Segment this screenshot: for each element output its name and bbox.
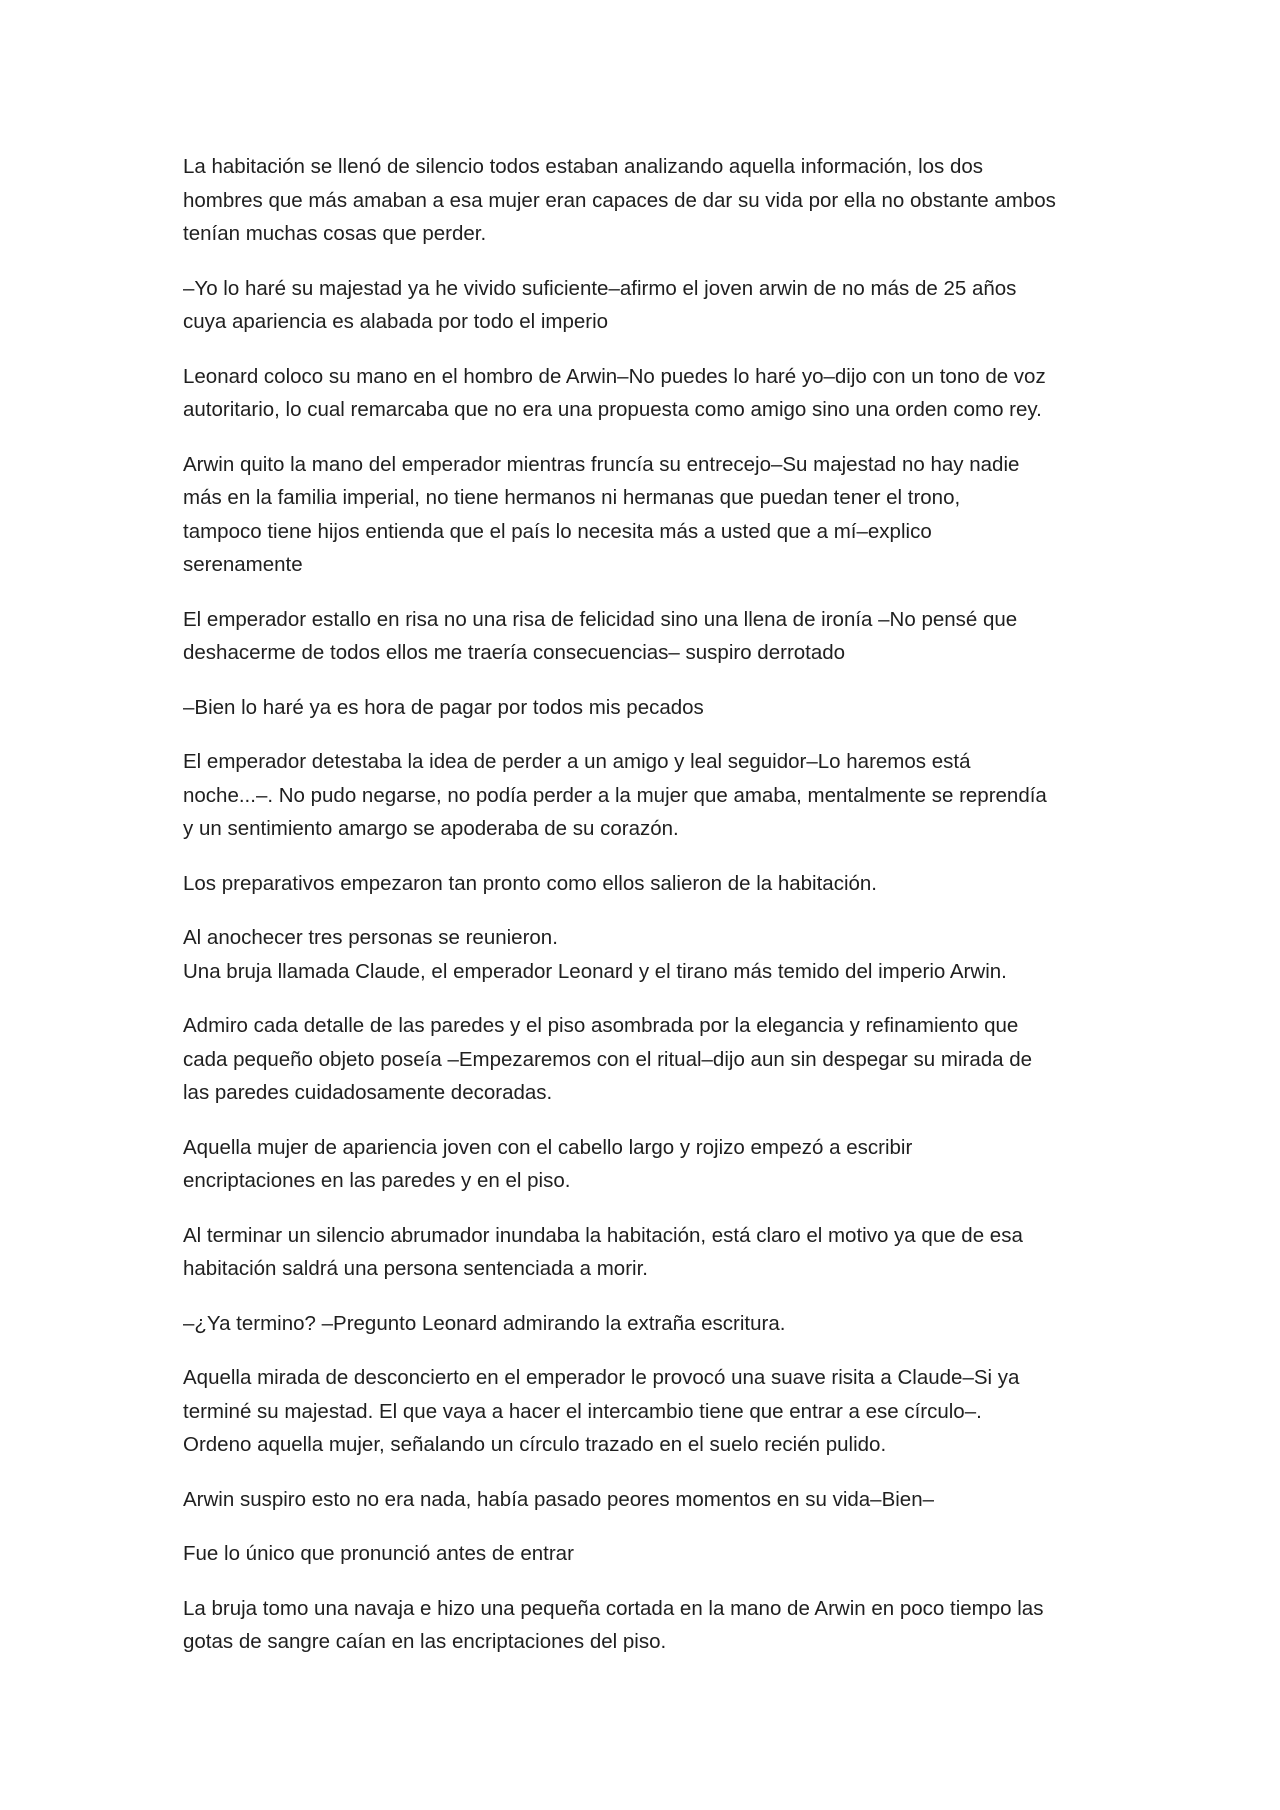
text-line: Fue lo único que pronunció antes de entrar — [183, 1542, 574, 1565]
paragraph — [183, 745, 1103, 846]
text-line: autoritario, lo cual remarcaba que no era una propuesta como amigo sino una orden como rey. — [183, 398, 1042, 421]
text-line: serenamente — [183, 553, 303, 576]
text-line: terminé su majestad. El que vaya a hacer el intercambio tiene que entrar a ese círculo–. — [183, 1399, 982, 1423]
text-line: hombres que más amaban a esa mujer eran capaces de dar su vida por ella no obstante ambos — [183, 188, 1056, 212]
text-line: tampoco tiene hijos entienda que el país lo necesita más a usted que a mí–explico — [183, 519, 932, 543]
text-line: más en la familia imperial, no tiene hermanos ni hermanas que puedan tener el trono, — [183, 486, 961, 509]
paragraph — [183, 360, 1103, 427]
text-line: Al terminar un silencio abrumador inundaba la habitación, está claro el motivo ya que de esa — [183, 1223, 1023, 1247]
text-line: encriptaciones en las paredes y en el piso. — [183, 1169, 571, 1192]
text-line: habitación saldrá una persona sentenciada a morir. — [183, 1257, 648, 1280]
paragraph — [183, 448, 1103, 582]
text-line: Ordeno aquella mujer, señalando un círculo trazado en el suelo recién pulido. — [183, 1433, 887, 1456]
text-line: Admiro cada detalle de las paredes y el piso asombrada por la elegancia y refinamiento que — [183, 1014, 1019, 1037]
paragraph — [183, 272, 1103, 339]
text-line: La bruja tomo una navaja e hizo una pequeña cortada en la mano de Arwin en poco tiempo las — [183, 1596, 1044, 1620]
text-line: Arwin quito la mano del emperador mientras fruncía su entrecejo–Su majestad no hay nadie — [183, 452, 1020, 476]
text-line: deshacerme de todos ellos me traería consecuencias– suspiro derrotado — [183, 641, 846, 664]
text-line: tenían muchas cosas que perder. — [183, 222, 487, 245]
paragraph — [183, 1537, 1103, 1571]
paragraph — [183, 691, 1103, 725]
text-line: Una bruja llamada Claude, el emperador Leonard y el tirano más temido del imperio Arwin. — [183, 959, 1007, 983]
text-line: Arwin suspiro esto no era nada, había pasado peores momentos en su vida–Bien– — [183, 1487, 935, 1511]
paragraph — [183, 1483, 1103, 1517]
text-line: El emperador detestaba la idea de perder a un amigo y leal seguidor–Lo haremos está — [183, 750, 971, 773]
text-line: gotas de sangre caían en las encriptaciones del piso. — [183, 1630, 667, 1653]
paragraph — [183, 1307, 1103, 1341]
paragraph — [183, 1009, 1103, 1110]
paragraph — [183, 150, 1103, 251]
text-line: las paredes cuidadosamente decoradas. — [183, 1081, 553, 1104]
paragraph — [183, 867, 1103, 901]
text-line: Leonard coloco su mano en el hombro de Arwin–No puedes lo haré yo–dijo con un tono de voz — [183, 364, 1046, 388]
text-line: La habitación se llenó de silencio todos estaban analizando aquella información, los dos — [183, 155, 984, 178]
paragraph — [183, 1361, 1103, 1462]
paragraph — [183, 1592, 1103, 1659]
paragraph — [183, 921, 1103, 988]
text-line: Aquella mirada de desconcierto en el emperador le provocó una suave risita a Claude–Si ya — [183, 1366, 1020, 1389]
document-page — [183, 150, 1103, 1680]
text-line: Los preparativos empezaron tan pronto como ellos salieron de la habitación. — [183, 871, 877, 895]
text-line: y un sentimiento amargo se apoderaba de su corazón. — [183, 817, 679, 840]
text-line: –¿Ya termino? –Pregunto Leonard admirando la extraña escritura. — [183, 1311, 786, 1335]
text-line: noche...–. No pudo negarse, no podía perder a la mujer que amaba, mentalmente se reprendía — [183, 783, 1047, 807]
paragraph — [183, 603, 1103, 670]
text-line: Aquella mujer de apariencia joven con el cabello largo y rojizo empezó a escribir — [183, 1135, 913, 1159]
text-line: cuya apariencia es alabada por todo el imperio — [183, 310, 609, 333]
text-line: cada pequeño objeto poseía –Empezaremos con el ritual–dijo aun sin despegar su mirada de — [183, 1047, 1033, 1071]
text-line: –Yo lo haré su majestad ya he vivido suficiente–afirmo el joven arwin de no más de 25 años — [183, 276, 1017, 300]
text-line: –Bien lo haré ya es hora de pagar por todos mis pecados — [183, 695, 704, 719]
text-line: El emperador estallo en risa no una risa de felicidad sino una llena de ironía –No pensé que — [183, 607, 1018, 631]
paragraph — [183, 1131, 1103, 1198]
text-line: Al anochecer tres personas se reunieron. — [183, 926, 558, 949]
paragraph — [183, 1219, 1103, 1286]
